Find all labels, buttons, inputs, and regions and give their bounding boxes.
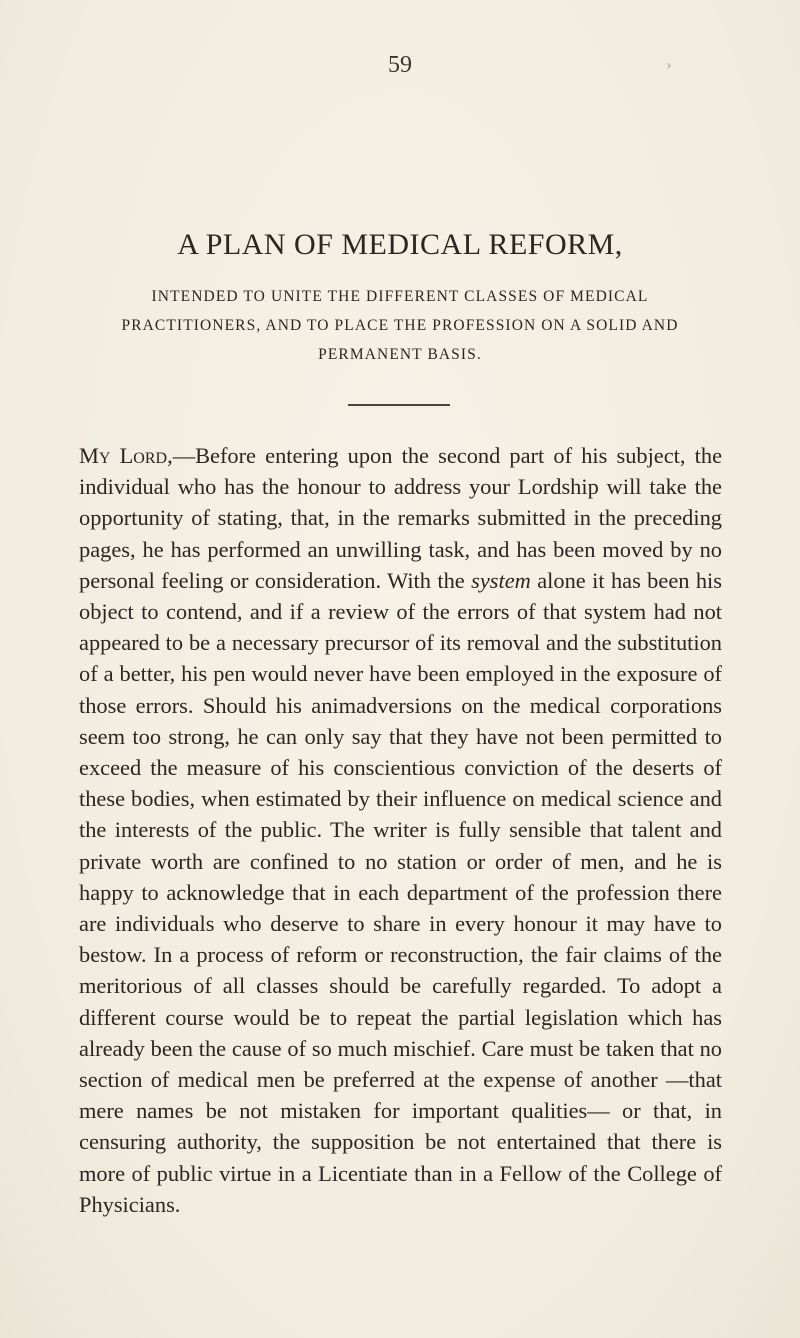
chapter-title: A PLAN OF MEDICAL REFORM, xyxy=(177,228,623,261)
page-number: 59 xyxy=(388,52,412,78)
salutation: My Lord, xyxy=(79,443,173,468)
body-text-part-2: alone it has been his object to contend, and if a review of the errors of that system had not appeared to be a necessary precursor of its removal and the substitution of a better, his pen would never have been employed in the exposure of those errors. Should his animadversions on the medical corporations seem too strong, he can only say that they have not been permitted to exceed the measure of his conscientious conviction of the deserts of these bodies, when estimated by their influence on medical science and the interests of the public. The writer is fully sensible that talent and private worth are confined to no station or order of men, and he is happy to acknowledge that in each department of the profession there are individuals who deserve to share in every honour it may have to bestow. In a process of reform or reconstruction, the fair claims of the meritorious of all classes should be carefully regarded. To adopt a different course would be to repeat the partial legislation which has already been the cause of so much mischief. Care must be taken that no section of medical men be preferred at the expense of another —that mere names be not mistaken for important qualities— or that, in censuring authority, the supposition be not entertained that there is more of public virtue in a Licentiate than in a Fellow of the College of Physicians. xyxy=(79,567,722,1217)
corner-mark: › xyxy=(666,58,672,74)
section-divider xyxy=(348,404,450,406)
emphasized-word: system xyxy=(471,567,531,593)
body-paragraph xyxy=(79,440,722,1220)
chapter-subtitle: INTENDED TO UNITE THE DIFFERENT CLASSES OF MEDICAL PRACTITIONERS, AND TO PLACE THE PROFESSION ON A SOLID AND PERMANENT BASIS. xyxy=(121,288,679,363)
body-text-part-1: —Before entering upon the second part of his subject, the individual who has the honour to address your Lordship will take the opportunity of stating, that, in the remarks submitted in the preceding pages, he has performed an unwilling task, and has been moved by no personal feeling or consideration. With the xyxy=(79,443,723,593)
